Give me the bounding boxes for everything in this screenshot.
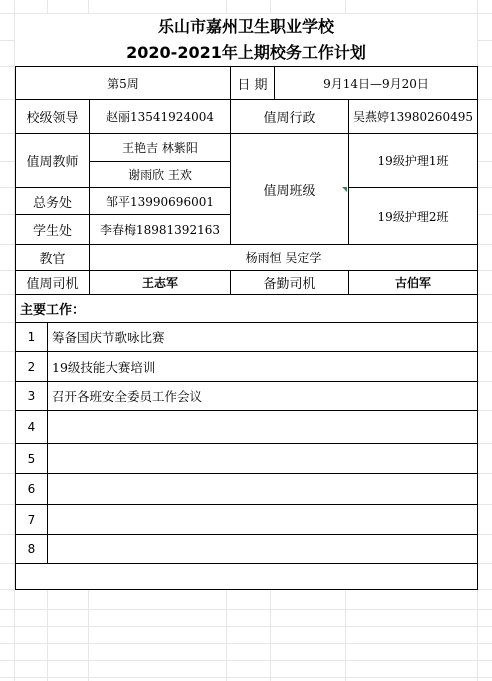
comment-marker-icon [342, 187, 347, 192]
school-leader-label: 校级领导 [16, 100, 90, 134]
task-text: 19级技能大赛培训 [48, 352, 478, 382]
week-row [16, 67, 478, 100]
task-text: 召开各班安全委员工作会议 [48, 382, 478, 411]
task-number: 8 [16, 535, 48, 564]
duty-teacher-1: 王艳吉 林紫阳 [90, 134, 231, 162]
date-value: 9月14日—9月20日 [275, 67, 478, 100]
teacher-row-1 [16, 134, 478, 162]
duty-driver-label: 值周司机 [16, 271, 90, 295]
student-affairs-value: 李春梅18981392163 [90, 215, 231, 245]
task-number: 2 [16, 352, 48, 382]
general-affairs-label: 总务处 [16, 188, 90, 215]
driver-row [16, 271, 478, 295]
instructor-row [16, 245, 478, 271]
instructor-label: 教官 [16, 245, 90, 271]
duty-class-2: 19级护理2班 [349, 188, 478, 245]
duty-driver-value: 王志军 [90, 271, 231, 295]
duty-teacher-label: 值周教师 [16, 134, 90, 188]
task-text: 筹备国庆节歌咏比赛 [48, 323, 478, 352]
duty-admin-label: 值周行政 [231, 100, 349, 134]
main-work-row [16, 295, 478, 323]
backup-driver-label: 备勤司机 [231, 271, 349, 295]
student-affairs-label: 学生处 [16, 215, 90, 245]
duty-admin-value: 吴燕婷13980260495 [349, 100, 478, 134]
task-number: 1 [16, 323, 48, 352]
blank-cell [16, 564, 48, 590]
duty-teacher-2: 谢雨欣 王欢 [90, 162, 231, 188]
task-row [16, 382, 478, 411]
leader-row [16, 100, 478, 134]
task-number: 3 [16, 382, 48, 411]
task-row [16, 535, 478, 564]
task-row [16, 411, 478, 444]
week-cell: 第5周 [16, 67, 231, 100]
school-leader-value: 赵丽13541924004 [90, 100, 231, 134]
backup-driver-value: 古伯军 [349, 271, 478, 295]
task-row [16, 474, 478, 505]
task-number: 4 [16, 411, 48, 444]
task-number: 6 [16, 474, 48, 505]
instructor-value: 杨雨恒 吴定学 [90, 245, 478, 271]
task-number: 5 [16, 444, 48, 474]
date-label: 日 期 [231, 67, 275, 100]
task-text [48, 535, 478, 564]
task-row [16, 505, 478, 535]
task-text [48, 474, 478, 505]
main-work-label: 主要工作： [16, 295, 478, 323]
task-text [48, 444, 478, 474]
duty-class-label: 值周班级 [231, 134, 349, 245]
school-name: 乐山市嘉州卫生职业学校 [15, 14, 477, 40]
task-number: 7 [16, 505, 48, 535]
task-row [16, 323, 478, 352]
task-text [48, 505, 478, 535]
blank-cell [48, 564, 478, 590]
general-affairs-value: 邹平13990696001 [90, 188, 231, 215]
plan-title: 2020-2021年上期校务工作计划 [15, 40, 477, 66]
schedule-table [15, 66, 478, 590]
task-row [16, 352, 478, 382]
task-text [48, 411, 478, 444]
task-row [16, 444, 478, 474]
duty-class-1: 19级护理1班 [349, 134, 478, 188]
blank-row [16, 564, 478, 590]
